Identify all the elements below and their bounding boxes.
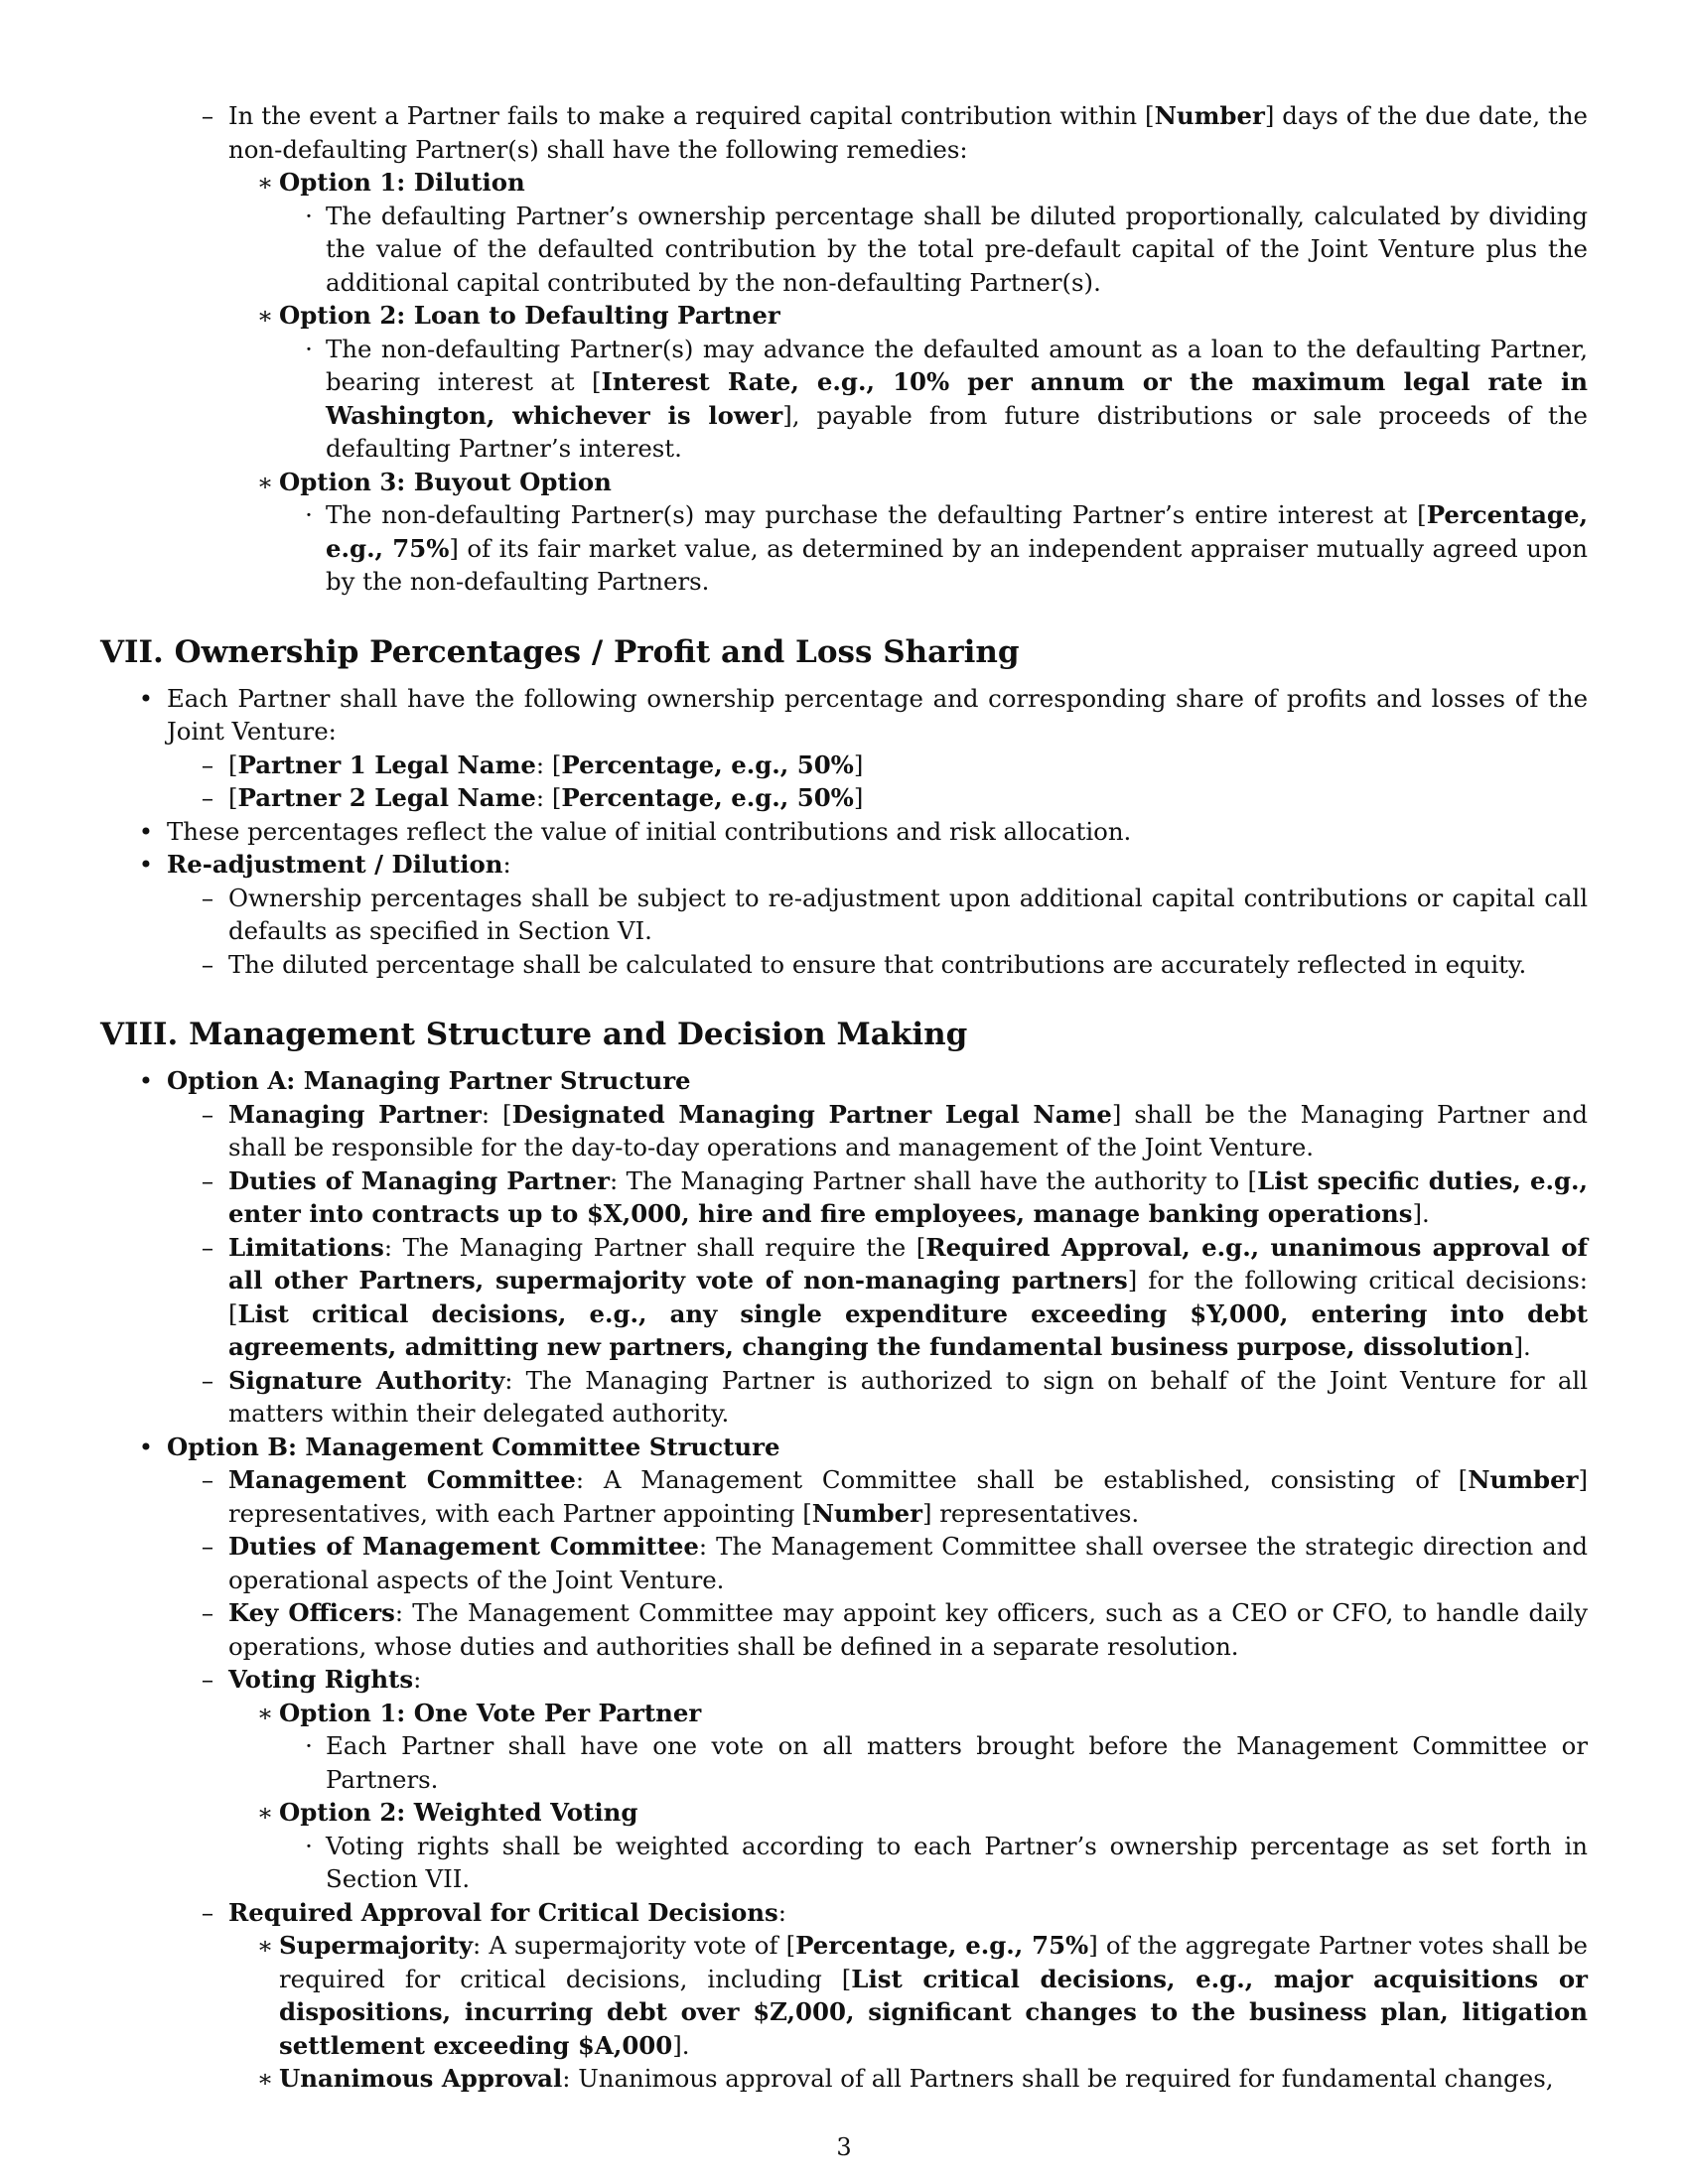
star-bullet: ∗ (256, 2064, 274, 2093)
list-item (256, 1697, 1588, 1730)
option-title: Option B: Management Committee Structure (167, 1432, 780, 1461)
dash-bullet: – (201, 1897, 214, 1927)
dash-bullet: – (201, 1165, 214, 1195)
dot-bullet: · (305, 500, 313, 529)
dash-bullet: – (201, 949, 214, 979)
dash-bullet: – (201, 1665, 214, 1694)
list-item: – Duties of Managing Partner: The Managing Partner shall have the authority to [List specific duties, e.g., enter into contracts up to $X,000, hire and fire employees, manage banking operations]. (228, 1164, 1588, 1231)
partner-share: [Partner 1 Legal Name: [Percentage, e.g., 50%] (228, 750, 864, 779)
default-remedies-intro: In the event a Partner fails to make a required capital contribution within [Number] days of the due date, the non-defaulting Partner(s) shall have the following remedies: (228, 101, 1588, 164)
option-title: Option A: Managing Partner Structure (167, 1066, 691, 1095)
list-item (201, 781, 1588, 815)
option-title: Option 1: One Vote Per Partner (279, 1698, 702, 1727)
option-title: Option 2: Loan to Defaulting Partner (279, 301, 780, 330)
page-number: 3 (836, 2133, 852, 2161)
star-bullet: ∗ (256, 1931, 274, 1960)
dot-bullet: · (305, 334, 313, 363)
list-item (305, 200, 1588, 300)
star-bullet: ∗ (256, 1698, 274, 1727)
list-item: • These percentages reflect the value of initial contributions and risk allocation. (167, 815, 1588, 849)
option-text: The non-defaulting Partner(s) may advance the defaulted amount as a loan to the defaulting Partner, bearing interest at [Interest Rate, e.g., 10% per annum or the maximum legal rate in Washington, whichever is lower], payable from future distributions or sale proceeds of the defaulting Partner’s interest. (326, 334, 1588, 463)
star-bullet: ∗ (256, 301, 274, 330)
option-title: Option 2: Weighted Voting (279, 1798, 638, 1827)
list-item (256, 166, 1588, 200)
dash-bullet: – (201, 750, 214, 779)
dash-bullet: – (201, 1099, 214, 1129)
disc-bullet: • (138, 683, 154, 713)
list-item: · Each Partner shall have one vote on all matters brought before the Management Committee or Partners. (326, 1729, 1588, 1796)
star-bullet: ∗ (256, 1798, 274, 1827)
list-item: · Voting rights shall be weighted according to each Partner’s ownership percentage as set forth in Section VII. (326, 1830, 1588, 1896)
dash-bullet: – (201, 1365, 214, 1395)
dash-bullet: – (201, 783, 214, 812)
list-item (305, 498, 1588, 599)
list-item: – Signature Authority: The Managing Partner is authorized to sign on behalf of the Joint Venture for all matters within their delegated authority. (228, 1364, 1588, 1431)
list-item (305, 333, 1588, 466)
list-item: – Managing Partner: [Designated Managing Partner Legal Name] shall be the Managing Partner and shall be responsible for the day-to-day operations and management of the Joint Venture. (228, 1098, 1588, 1164)
dash-bullet: – (201, 1532, 214, 1561)
list-item: – Duties of Management Committee: The Management Committee shall oversee the strategic direction and operational aspects of the Joint Venture. (228, 1530, 1588, 1596)
dash-bullet: – (201, 1465, 214, 1494)
disc-bullet: • (138, 850, 154, 879)
list-item: – The diluted percentage shall be calculated to ensure that contributions are accurately reflected in equity. (228, 948, 1588, 982)
list-item (201, 749, 1588, 782)
star-bullet: ∗ (256, 467, 274, 496)
disc-bullet: • (138, 1432, 154, 1461)
dash-bullet: – (201, 101, 214, 130)
list-item: • Each Partner shall have the following ownership percentage and corresponding share of profits and losses of the Joint Venture: (167, 682, 1588, 749)
list-item (256, 1796, 1588, 1830)
list-item (256, 466, 1588, 499)
list-item (201, 99, 1588, 166)
dash-bullet: – (201, 1598, 214, 1627)
list-item: – Limitations: The Managing Partner shall require the [Required Approval, e.g., unanimous approval of all other Partners, supermajority vote of non-managing partners] for the following critical decisions: [List critical decisions, e.g., any single expenditure exceeding $Y,000, entering into debt agreements, admitting new partners, changing the fundamental business purpose, dissolution]. (228, 1231, 1588, 1364)
disc-bullet: • (138, 816, 154, 846)
list-item (256, 299, 1588, 333)
disc-bullet: • (138, 1066, 154, 1095)
section-heading: VIII. Management Structure and Decision Making (100, 1017, 968, 1052)
option-text: The non-defaulting Partner(s) may purchase the defaulting Partner’s entire interest at [Percentage, e.g., 75%] of its fair market value, as determined by an independent appraiser mutually agreed upon by the non-defaulting Partners. (326, 500, 1588, 596)
list-item: – Key Officers: The Management Committee may appoint key officers, such as a CEO or CFO, to handle daily operations, whose duties and authorities shall be defined in a separate resolution. (228, 1596, 1588, 1663)
list-item: – Voting Rights: (228, 1663, 1588, 1697)
list-item (138, 1064, 1588, 1098)
list-item: ∗ Unanimous Approval: Unanimous approval of all Partners shall be required for fundamental changes, (279, 2062, 1588, 2096)
dash-bullet: – (201, 1232, 214, 1262)
partner-share: [Partner 2 Legal Name: [Percentage, e.g., 50%] (228, 783, 864, 812)
option-title: Option 3: Buyout Option (279, 467, 612, 496)
list-item (138, 1431, 1588, 1464)
option-text: The defaulting Partner’s ownership percentage shall be diluted proportionally, calculated by dividing the value of the defaulted contribution by the total pre-default capital of the Joint Venture plus the additional capital contributed by the non-defaulting Partner(s). (326, 201, 1588, 297)
section-heading: VII. Ownership Percentages / Profit and Loss Sharing (100, 633, 1020, 670)
dot-bullet: · (305, 1831, 313, 1860)
option-title: Option 1: Dilution (279, 168, 525, 197)
list-item: ∗ Supermajority: A supermajority vote of [Percentage, e.g., 75%] of the aggregate Partner votes shall be required for critical decisions, including [List critical decisions, e.g., major acquisitions or dispositions, incurring debt over $Z,000, significant changes to the business plan, litigation settlement exceeding $A,000]. (279, 1929, 1588, 2062)
list-item: – Ownership percentages shall be subject to re-adjustment upon additional capital contributions or capital call defaults as specified in Section VI. (228, 882, 1588, 948)
star-bullet: ∗ (256, 168, 274, 197)
list-item: • Re-adjustment / Dilution: (167, 848, 1588, 882)
page-body (100, 99, 1588, 2096)
dash-bullet: – (201, 883, 214, 912)
list-item: – Required Approval for Critical Decisions: (228, 1896, 1588, 1930)
list-item: – Management Committee: A Management Committee shall be established, consisting of [Number] representatives, with each Partner appointing [Number] representatives. (228, 1463, 1588, 1530)
dot-bullet: · (305, 1731, 313, 1760)
dot-bullet: · (305, 201, 313, 230)
